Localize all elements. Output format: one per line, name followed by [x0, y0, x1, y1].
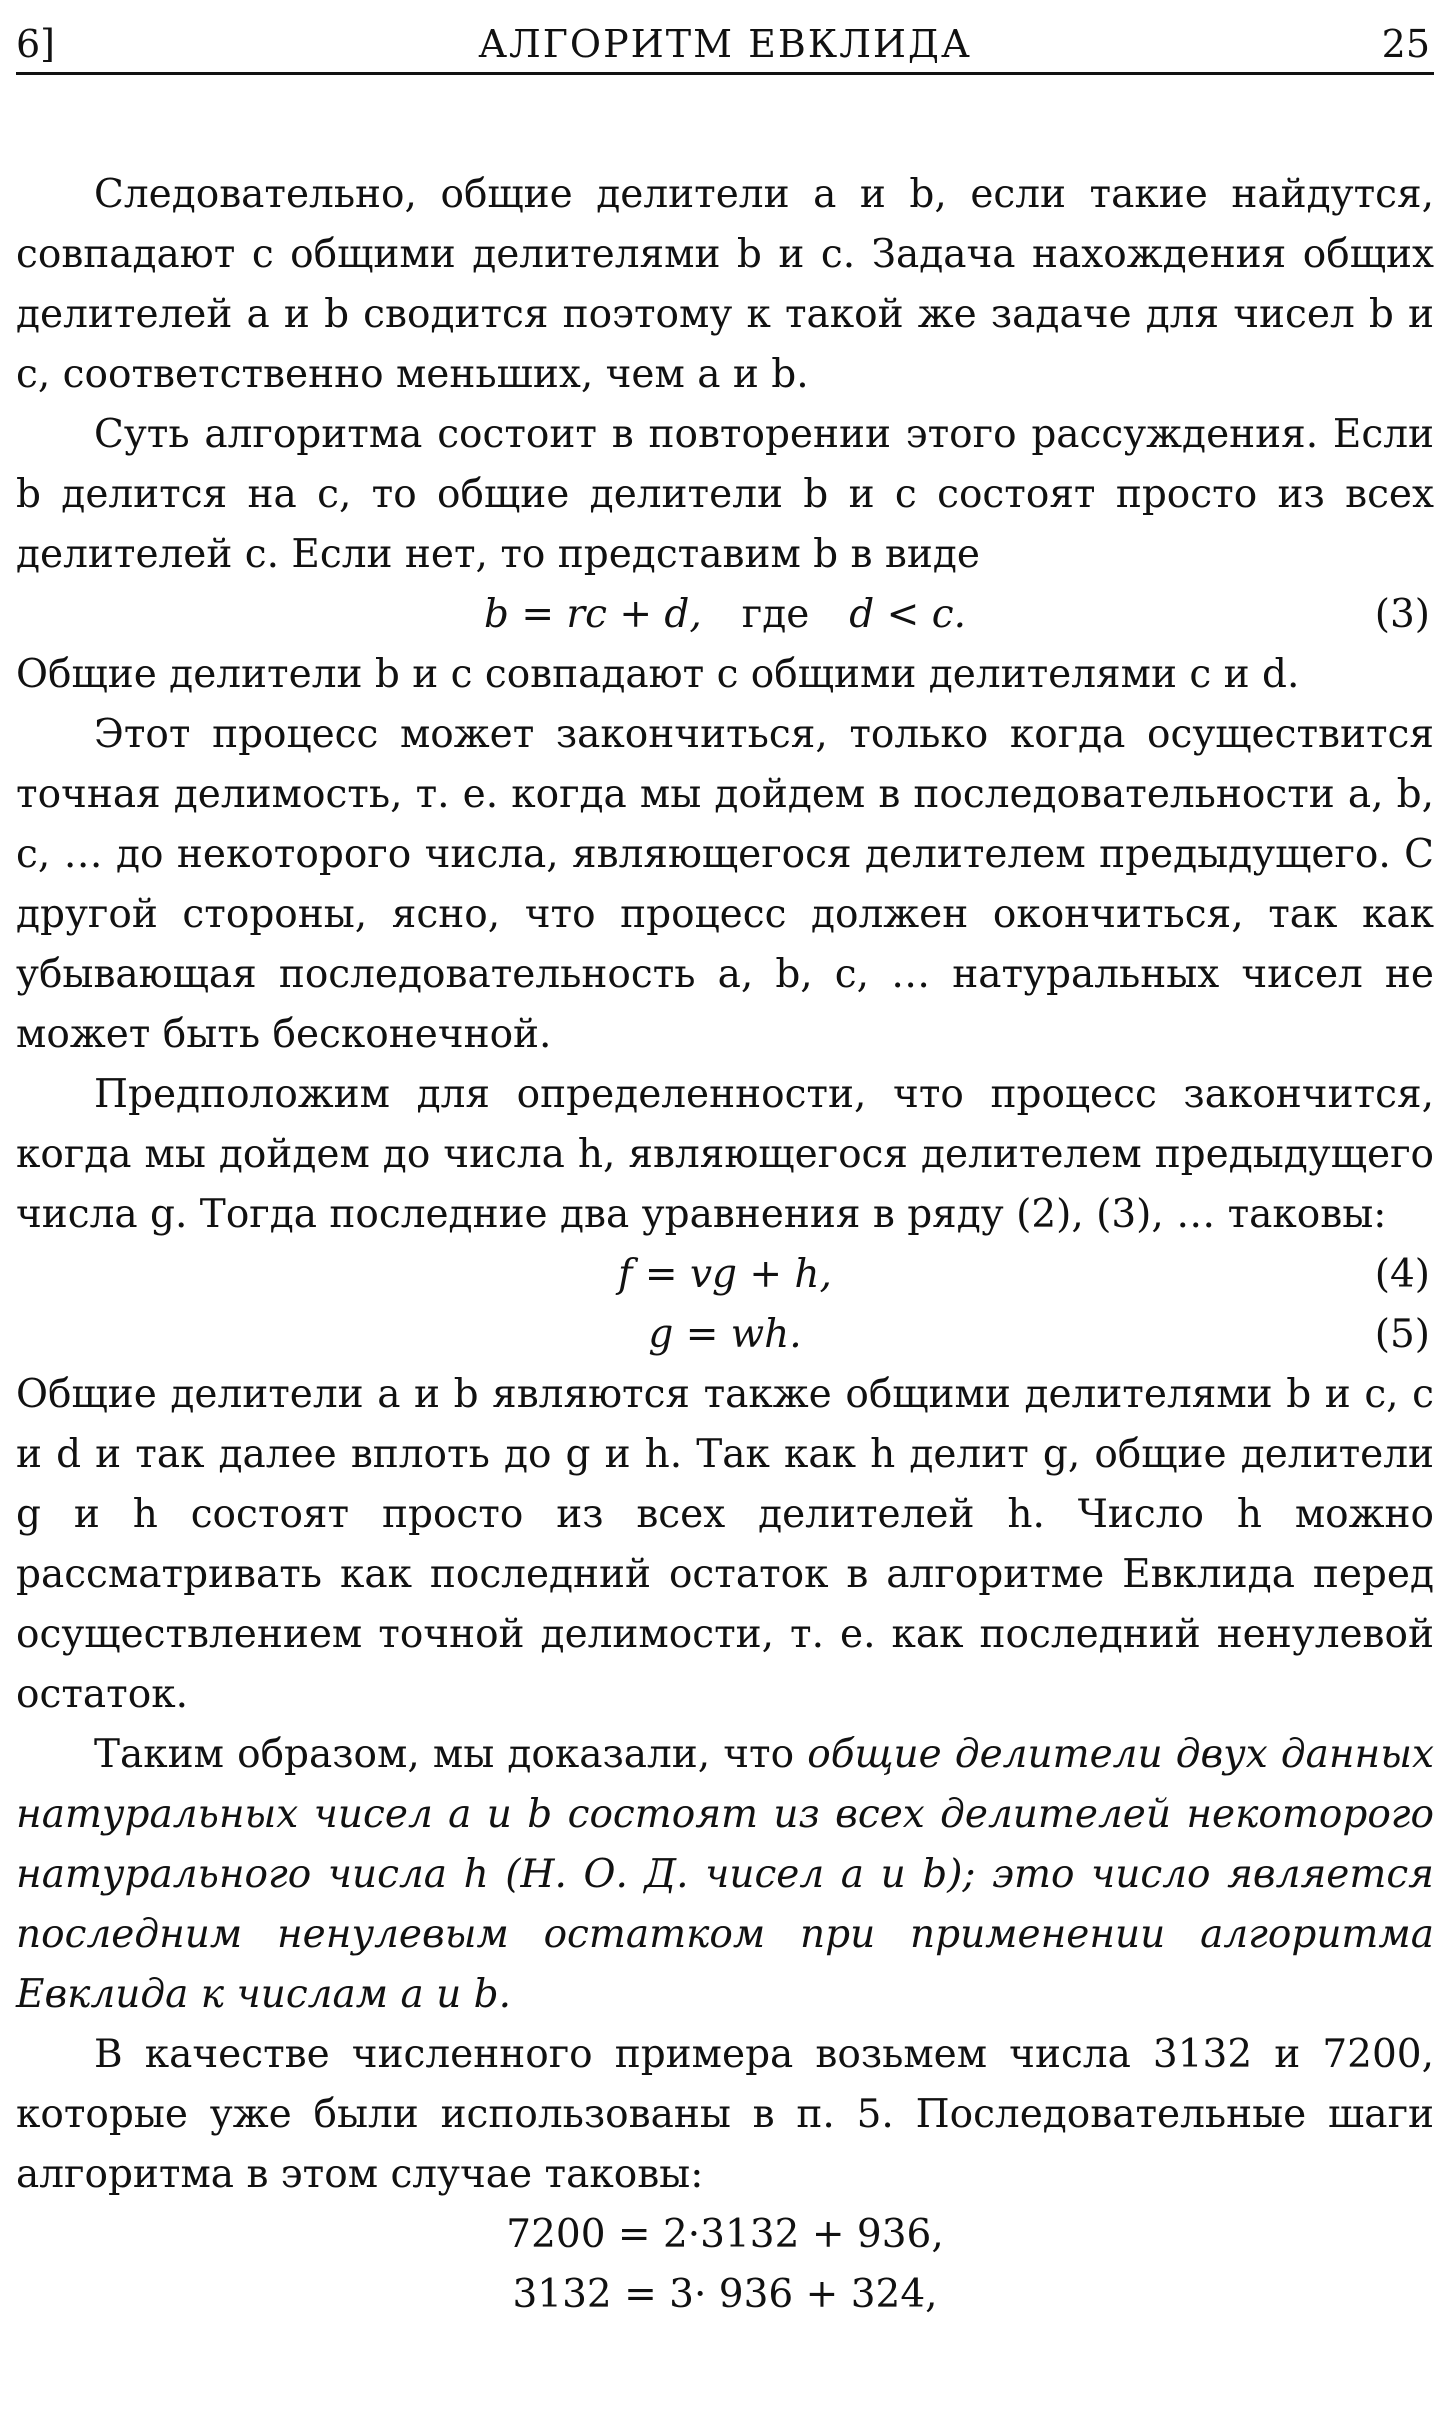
paragraph-7	[16, 1725, 1434, 2025]
equation-4-formula: f = vg + h,	[618, 1252, 832, 1297]
equation-5-number: (5)	[1374, 1312, 1430, 1357]
example-step-1: 7200 = 2·3132 + 936,	[506, 2212, 944, 2257]
paragraph-8: В качестве численного примера возьмем числа 3132 и 7200, которые уже были использованы в п. 5. Последовательные шаги алгоритма в этом случае таковы:	[16, 2032, 1434, 2197]
paragraph-5: Предположим для определенности, что процесс закончится, когда мы дойдем до числа h, являющегося делителем предыдущего числа g. Тогда последние два уравнения в ряду (2), (3), … таковы:	[16, 1072, 1434, 1237]
paragraph-2: Суть алгоритма состоит в повторении этого рассуждения. Если b делится на c, то общие делители b и c состоят просто из всех делителей c. Если нет, то представим b в виде	[16, 412, 1434, 577]
paragraph-1: Следовательно, общие делители a и b, если такие найдутся, совпадают с общими делителями b и c. Задача нахождения общих делителей a и b сводится поэтому к такой же задаче для чисел b и c, соответственно меньших, чем a и b.	[16, 172, 1434, 397]
section-number: 6]	[16, 22, 56, 66]
chapter-title: АЛГОРИТМ ЕВКЛИДА	[478, 22, 972, 66]
body-text	[16, 165, 1434, 2325]
example-step-2: 3132 = 3· 936 + 324,	[512, 2272, 938, 2317]
paragraph-3: Общие делители b и c совпадают с общими делителями c и d.	[16, 652, 1300, 697]
equation-3-right: d < c.	[849, 592, 966, 637]
equation-3	[16, 585, 1434, 645]
theorem-statement: общие делители двух данных натуральных чисел a и b состоят из всех делителей некоторого натурального числа h (Н. О. Д. чисел a и b); это число является последним ненулевым остатком при применении алгоритма Евклида к числам a и b.	[16, 1732, 1434, 2017]
page-number: 25	[1381, 22, 1430, 66]
paragraph-7-start: Таким образом, мы доказали, что	[94, 1732, 808, 1777]
equation-4	[16, 1245, 1434, 1305]
equation-5	[16, 1305, 1434, 1365]
equation-5-formula: g = wh.	[648, 1312, 802, 1357]
paragraph-6: Общие делители a и b являются также общими делителями b и c, c и d и так далее вплоть до g и h. Так как h делит g, общие делители g и h состоят просто из всех делителей h. Число h можно рассматривать как последний остаток в алгоритме Евклида перед осуществлением точной делимости, т. е. как последний ненулевой остаток.	[16, 1372, 1434, 1717]
paragraph-4: Этот процесс может закончиться, только когда осуществится точная делимость, т. е. когда мы дойдем в последовательности a, b, c, … до некоторого числа, являющегося делителем предыдущего. С другой стороны, ясно, что процесс должен окончиться, так как убывающая последовательность a, b, c, … натуральных чисел не может быть бесконечной.	[16, 712, 1434, 1057]
equation-3-number: (3)	[1374, 592, 1430, 637]
equation-3-word: где	[741, 592, 810, 637]
equation-3-left: b = rc + d,	[484, 592, 702, 637]
equation-4-number: (4)	[1374, 1252, 1430, 1297]
running-header	[16, 16, 1434, 75]
